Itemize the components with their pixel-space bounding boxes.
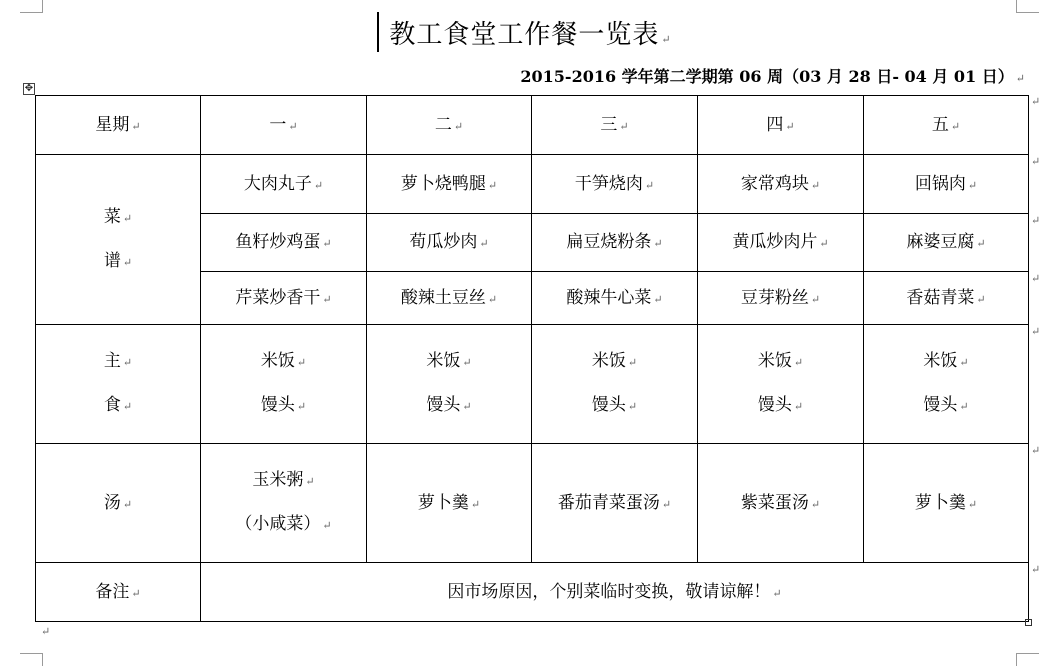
cell-end-mark: ↵: [810, 178, 821, 192]
dish-cell-text: 干笋烧肉: [574, 173, 643, 194]
staple-cell-line: [532, 340, 697, 384]
cell-end-mark: ↵: [131, 119, 141, 133]
cell-end-mark: ↵: [487, 178, 498, 192]
cell-end-mark: ↵: [322, 292, 332, 306]
staple-cell[interactable]: [201, 325, 367, 444]
dish-cell-text: 香菇青菜: [906, 287, 975, 308]
cell-end-mark: ↵: [653, 292, 663, 306]
dish-cell-text: 酸辣土豆丝: [400, 287, 486, 308]
cell-end-mark: ↵: [470, 497, 481, 511]
menu-table[interactable]: [35, 95, 1029, 622]
cell-end-mark: ↵: [653, 237, 663, 251]
staple-cell-text: 馒头: [757, 395, 792, 415]
dishes-label-cell-text: 菜: [103, 206, 121, 227]
cell-end-mark: ↵: [122, 255, 133, 269]
cell-end-mark: ↵: [819, 237, 829, 251]
week-subtitle-text[interactable]: 2015-2016 学年第二学期第 06 周（03 月 28 日- 04 月 01 日）: [520, 67, 1014, 86]
soup-cell-text: 萝卜羹: [914, 492, 966, 513]
soup-cell-text: 紫菜蛋汤: [740, 492, 809, 513]
dish-cell[interactable]: [201, 155, 367, 214]
row-end-mark: ↵: [1031, 155, 1041, 168]
dish-cell-text: 荀瓜炒肉: [409, 232, 478, 253]
cell-end-mark: ↵: [296, 400, 307, 413]
table-resize-handle[interactable]: [1025, 619, 1032, 626]
crop-mark-top-right: [1016, 0, 1039, 13]
weekday-header-cell[interactable]: [36, 96, 201, 155]
soup-cell[interactable]: [864, 444, 1029, 563]
paragraph-mark: ↵: [1015, 72, 1025, 85]
soup-cell[interactable]: [367, 444, 532, 563]
note-label-cell[interactable]: [36, 563, 201, 622]
staple-label-cell-line: [36, 384, 200, 428]
cell-end-mark: ↵: [479, 237, 489, 251]
dish-cell[interactable]: [864, 155, 1029, 214]
note-text-cell-text: 因市场原因，个别菜临时变换，敬请谅解！: [447, 581, 771, 602]
dish-cell[interactable]: [532, 155, 698, 214]
cell-end-mark: ↵: [959, 356, 969, 369]
dish-cell[interactable]: [698, 214, 864, 272]
dish-cell-text: 麻婆豆腐: [906, 232, 975, 253]
staple-cell-text: 馒头: [426, 395, 461, 415]
row-end-mark: ↵: [1031, 272, 1041, 285]
dish-cell[interactable]: [864, 214, 1029, 272]
soup-cell-text: （小咸菜）: [235, 514, 321, 534]
staple-cell-line: [201, 340, 366, 384]
dish-cell[interactable]: [532, 214, 698, 272]
day-label: 三: [600, 114, 618, 135]
dish-cell-text: 黄瓜炒肉片: [732, 232, 818, 253]
cell-end-mark: ↵: [322, 237, 332, 251]
cell-end-mark: ↵: [462, 400, 472, 413]
soup-cell-text: 玉米粥: [252, 470, 304, 490]
staple-cell-line: [367, 384, 531, 428]
staple-cell[interactable]: [698, 325, 864, 444]
dish-cell[interactable]: [201, 272, 367, 325]
staple-cell-line: [864, 340, 1028, 384]
staple-cell[interactable]: [532, 325, 698, 444]
cell-end-mark: ↵: [950, 119, 961, 133]
week-subtitle[interactable]: [520, 64, 1025, 87]
staple-cell-text: 米饭: [260, 351, 295, 371]
staple-cell[interactable]: [367, 325, 532, 444]
staple-cell-text: 米饭: [426, 351, 461, 371]
paragraph-mark: ↵: [661, 33, 672, 46]
note-text-cell[interactable]: [201, 563, 1029, 622]
staple-cell-line: [201, 384, 366, 428]
staple-cell-line: [532, 384, 697, 428]
staple-label-cell-text: 食: [103, 395, 121, 415]
dishes-label-cell-line: [36, 240, 200, 284]
dish-cell[interactable]: [864, 272, 1029, 325]
dish-cell[interactable]: [367, 272, 532, 325]
dish-cell-text: 家常鸡块: [740, 173, 809, 194]
dish-row: [36, 155, 1029, 214]
staple-cell-text: 米饭: [757, 351, 792, 371]
cell-end-mark: ↵: [810, 292, 821, 306]
dish-cell-text: 萝卜烧鸭腿: [400, 173, 486, 194]
soup-row: [36, 444, 1029, 563]
dishes-label-cell-text: 谱: [103, 250, 121, 271]
soup-label-cell[interactable]: [36, 444, 201, 563]
dish-cell-text: 鱼籽炒鸡蛋: [235, 232, 321, 253]
dish-cell[interactable]: [367, 214, 532, 272]
soup-cell-line: [201, 503, 366, 547]
row-end-mark: ↵: [1031, 444, 1041, 457]
cell-end-mark: ↵: [619, 119, 629, 133]
cell-end-mark: ↵: [661, 497, 672, 511]
dish-cell-text: 扁豆烧粉条: [566, 232, 652, 253]
cell-end-mark: ↵: [288, 119, 298, 133]
document-end-mark: ↵: [41, 625, 51, 638]
staple-label-cell-line: [36, 340, 200, 384]
staple-label-cell-text: 主: [103, 351, 121, 371]
cell-end-mark: ↵: [122, 400, 133, 413]
day-cell-1[interactable]: [201, 96, 367, 155]
staple-cell[interactable]: [864, 325, 1029, 444]
dish-cell-text: 豆芽粉丝: [740, 287, 809, 308]
cell-end-mark: ↵: [785, 119, 795, 133]
dish-cell[interactable]: [698, 155, 864, 214]
dish-cell-text: 大肉丸子: [243, 173, 312, 194]
dish-cell[interactable]: [367, 155, 532, 214]
day-cell-4[interactable]: [698, 96, 864, 155]
day-cell-5[interactable]: [864, 96, 1029, 155]
staple-cell-text: 馒头: [260, 395, 295, 415]
staple-cell-line: [698, 340, 863, 384]
staple-row: [36, 325, 1029, 444]
cell-end-mark: ↵: [462, 356, 472, 369]
staple-label-cell[interactable]: [36, 325, 201, 444]
cell-end-mark: ↵: [322, 519, 332, 532]
crop-mark-bottom-left: [20, 653, 43, 666]
crop-mark-bottom-right: [1016, 653, 1039, 666]
day-label: 四: [766, 114, 784, 135]
cell-end-mark: ↵: [453, 119, 464, 133]
cell-end-mark: ↵: [967, 497, 978, 511]
cell-end-mark: ↵: [976, 292, 986, 306]
row-end-mark: ↵: [1031, 325, 1041, 338]
note-label-cell-text: 备注: [95, 581, 130, 602]
staple-cell-line: [698, 384, 863, 428]
staple-cell-text: 米饭: [591, 351, 626, 371]
header-row: [36, 96, 1029, 155]
cell-end-mark: ↵: [627, 356, 638, 369]
staple-cell-text: 米饭: [923, 351, 958, 371]
staple-cell-line: [367, 340, 531, 384]
day-cell-3[interactable]: [532, 96, 698, 155]
day-label: 二: [434, 114, 452, 135]
staple-cell-line: [864, 384, 1028, 428]
dishes-label-cell-line: [36, 196, 200, 240]
title-text[interactable]: 教工食堂工作餐一览表: [389, 20, 660, 50]
row-end-mark: ↵: [1031, 214, 1041, 227]
note-row: [36, 563, 1029, 622]
dish-cell-text: 酸辣牛心菜: [566, 287, 652, 308]
day-label: 一: [269, 114, 287, 135]
cell-end-mark: ↵: [793, 356, 804, 369]
cell-end-mark: ↵: [772, 586, 782, 600]
soup-cell[interactable]: [698, 444, 864, 563]
cell-end-mark: ↵: [644, 178, 655, 192]
crop-mark-top-left: [20, 0, 43, 13]
row-end-mark: ↵: [1031, 563, 1041, 576]
dish-cell-text: 芹菜炒香干: [235, 287, 321, 308]
cell-end-mark: ↵: [959, 400, 969, 413]
day-label: 五: [931, 114, 949, 135]
cell-end-mark: ↵: [627, 400, 638, 413]
dish-cell[interactable]: [201, 214, 367, 272]
soup-cell-text: 番茄青菜蛋汤: [557, 492, 660, 513]
staple-cell-text: 馒头: [923, 395, 958, 415]
move-handle-icon[interactable]: ✥: [24, 83, 34, 94]
document-title[interactable]: [0, 14, 1061, 51]
soup-cell-text: 萝卜羹: [417, 492, 469, 513]
soup-cell[interactable]: [201, 444, 367, 563]
soup-cell-line: [201, 459, 366, 503]
cell-end-mark: ↵: [313, 178, 324, 192]
soup-label-cell-text: 汤: [103, 492, 121, 513]
cell-end-mark: ↵: [976, 237, 986, 251]
cell-end-mark: ↵: [793, 400, 804, 413]
weekday-header-label: 星期: [95, 114, 130, 135]
cell-end-mark: ↵: [122, 356, 133, 369]
cell-end-mark: ↵: [810, 497, 821, 511]
day-cell-2[interactable]: [367, 96, 532, 155]
cell-end-mark: ↵: [487, 292, 498, 306]
row-end-mark: ↵: [1031, 95, 1041, 108]
staple-cell-text: 馒头: [591, 395, 626, 415]
dishes-label-cell[interactable]: [36, 155, 201, 325]
cell-end-mark: ↵: [131, 586, 141, 600]
cell-end-mark: ↵: [122, 497, 133, 511]
dish-cell-text: 回锅肉: [914, 173, 966, 194]
soup-cell[interactable]: [532, 444, 698, 563]
cell-end-mark: ↵: [305, 475, 315, 488]
cell-end-mark: ↵: [122, 211, 133, 225]
dish-cell[interactable]: [698, 272, 864, 325]
dish-cell[interactable]: [532, 272, 698, 325]
cell-end-mark: ↵: [967, 178, 978, 192]
cell-end-mark: ↵: [296, 356, 307, 369]
